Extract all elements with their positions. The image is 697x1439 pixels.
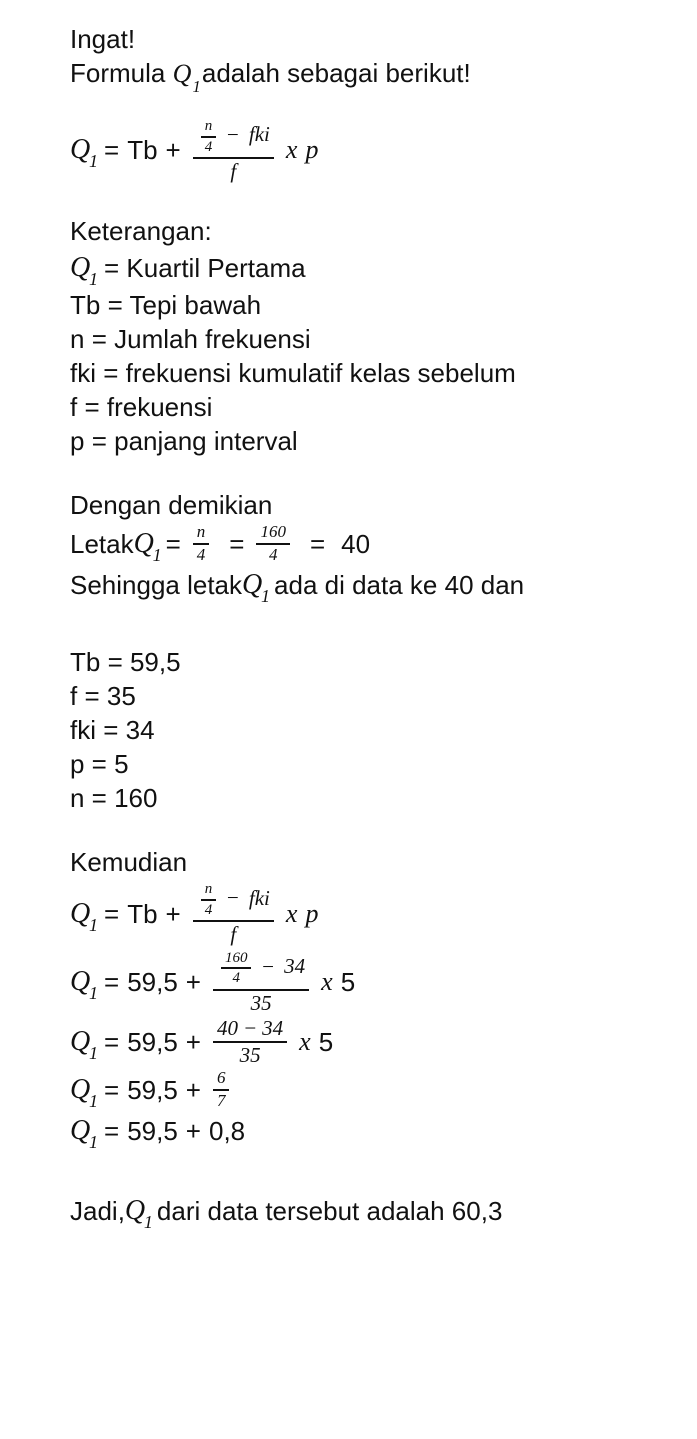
step2-plus: + [185, 966, 201, 997]
step1-fraction [193, 879, 274, 947]
main-formula-tb: Tb [127, 135, 158, 166]
keterangan-n-symbol: n [70, 324, 85, 355]
letak-equals-2: = [229, 528, 245, 559]
step1-denominator: f [230, 922, 237, 947]
step3-numerator [213, 1016, 287, 1041]
step2-numerator [213, 948, 309, 989]
conclusion-suffix: dari data tersebut adalah 60,3 [156, 1196, 503, 1227]
step2-equals: = [104, 966, 120, 997]
step1-num-minus: − [225, 885, 240, 910]
formula-intro-prefix: Formula [70, 58, 173, 88]
step4-plus: + [185, 1074, 201, 1105]
step4-base: 59,5 [127, 1074, 178, 1105]
keterangan-tb-symbol: Tb [70, 290, 101, 321]
step3-lhs: Q 1 [70, 1025, 98, 1063]
keterangan-q-desc: = Kuartil Pertama [104, 253, 306, 284]
calc-step-fraction [70, 1068, 680, 1111]
formula-intro-suffix: adalah sebagai berikut! [201, 58, 471, 88]
step3-base: 59,5 [127, 1026, 178, 1057]
letak-fraction-n4: $\frac{n}{4}$ [193, 522, 210, 565]
step2-multiplier: 5 [340, 966, 356, 997]
ingat-heading: Ingat! [70, 24, 136, 54]
n-over-4-fraction: $\frac{n}{4}$ [201, 117, 217, 156]
step3-equals: = [104, 1026, 120, 1057]
main-formula-equals: = [104, 135, 120, 166]
keterangan-q-symbol: Q 1 [70, 252, 98, 290]
calc-step-simplified [70, 1016, 680, 1068]
sehingga-suffix: ada di data ke 40 dan [274, 570, 525, 601]
keterangan-f-symbol: f [70, 392, 78, 423]
step5-lhs: Q 1 [70, 1115, 98, 1153]
step3-numerator-row: 40 − 34 [216, 1015, 284, 1040]
value-row-f: f = 35 [70, 681, 136, 712]
step3-multiplier: 5 [318, 1026, 334, 1057]
step3-plus: + [185, 1026, 201, 1057]
numerator-fki: fki [248, 122, 270, 147]
letak-q1-equation [70, 522, 680, 565]
keterangan-p-symbol: p [70, 426, 85, 457]
conclusion-q-symbol: Q 1 [124, 1195, 153, 1233]
main-formula-times: x [285, 135, 298, 165]
dengan-demikian-title: Dengan demikian [70, 490, 273, 521]
step4-lhs: Q 1 [70, 1073, 98, 1111]
letak-result: 40 [341, 528, 371, 559]
step3-fraction [213, 1016, 287, 1068]
step4-fraction-6-7: $\frac{6}{7}$ [213, 1068, 230, 1111]
step2-num-term: 34 [284, 953, 306, 978]
keterangan-item-n [70, 322, 680, 356]
letak-label: Letak [70, 528, 134, 559]
keterangan-p-desc: = panjang interval [91, 426, 298, 457]
keterangan-fki-symbol: fki [70, 358, 96, 389]
step5-equals: = [104, 1116, 120, 1147]
sehingga-q-symbol: Q 1 [242, 569, 271, 607]
main-formula-numerator [193, 116, 274, 157]
step5-plus: + [185, 1116, 201, 1147]
step2-fraction [213, 948, 309, 1016]
q-subscript: 1 [192, 77, 201, 96]
step2-denominator: 35 [250, 990, 272, 1015]
step1-times: x [285, 898, 298, 928]
keterangan-item-tb [70, 288, 680, 322]
main-formula-p: p [305, 135, 319, 165]
step1-inner-fraction: $\frac{n}{4}$ [201, 880, 217, 919]
letak-q-symbol: Q 1 [133, 527, 162, 565]
step2-lhs: Q 1 [70, 965, 98, 1003]
keterangan-item-p [70, 424, 680, 458]
keterangan-item-f [70, 390, 680, 424]
step1-numerator [193, 879, 274, 920]
main-formula-plus: + [165, 135, 181, 166]
sehingga-prefix: Sehingga letak [70, 570, 243, 601]
letak-equals-3: = [309, 528, 326, 559]
numerator-minus: − [225, 122, 240, 147]
step1-num-term: fki [248, 885, 270, 910]
value-row-tb: Tb = 59,5 [70, 647, 181, 678]
step2-num-minus: − [260, 953, 275, 978]
main-formula-fraction [193, 116, 274, 184]
calc-step-substituted [70, 948, 680, 1016]
solution-document [70, 22, 680, 1231]
keterangan-n-desc: = Jumlah frekuensi [91, 324, 311, 355]
value-row-fki: fki = 34 [70, 715, 155, 746]
calc-step-symbolic [70, 879, 680, 947]
main-formula-lhs: Q 1 [70, 134, 98, 172]
keterangan-f-desc: = frekuensi [84, 392, 213, 423]
kemudian-title: Kemudian [70, 847, 188, 878]
step2-inner-fraction: $\frac{160}{4}$ [221, 949, 252, 988]
keterangan-title: Keterangan: [70, 216, 212, 247]
keterangan-tb-desc: = Tepi bawah [107, 290, 262, 321]
step4-equals: = [104, 1074, 120, 1105]
conclusion-prefix: Jadi, [70, 1196, 125, 1227]
conclusion-line [70, 1191, 680, 1231]
keterangan-fki-desc: = frekuensi kumulatif kelas sebelum [103, 358, 516, 389]
step1-plus: + [165, 898, 181, 929]
keterangan-item-q1 [70, 248, 680, 288]
step1-multiplier: p [305, 898, 319, 928]
step1-equals: = [104, 898, 120, 929]
main-formula-denominator: f [230, 159, 237, 183]
step5-addend: 0,8 [208, 1116, 246, 1147]
step2-base: 59,5 [127, 966, 178, 997]
step1-lhs: Q 1 [70, 897, 98, 935]
keterangan-item-fki [70, 356, 680, 390]
letak-fraction-160-4: $\frac{160}{4}$ [256, 522, 290, 565]
step3-denominator: 35 [239, 1042, 261, 1067]
letak-equals-1: = [165, 528, 181, 559]
calc-step-decimal [70, 1111, 680, 1151]
step3-times: x [299, 1026, 311, 1056]
value-row-n: n = 160 [70, 783, 158, 814]
step1-base: Tb [127, 898, 158, 929]
formula-intro-line [70, 56, 680, 94]
q-symbol: Q [172, 59, 192, 88]
value-row-p: p = 5 [70, 749, 129, 780]
main-formula [70, 116, 680, 184]
sehingga-line [70, 565, 680, 605]
step2-times: x [321, 966, 333, 996]
step5-base: 59,5 [127, 1116, 178, 1147]
